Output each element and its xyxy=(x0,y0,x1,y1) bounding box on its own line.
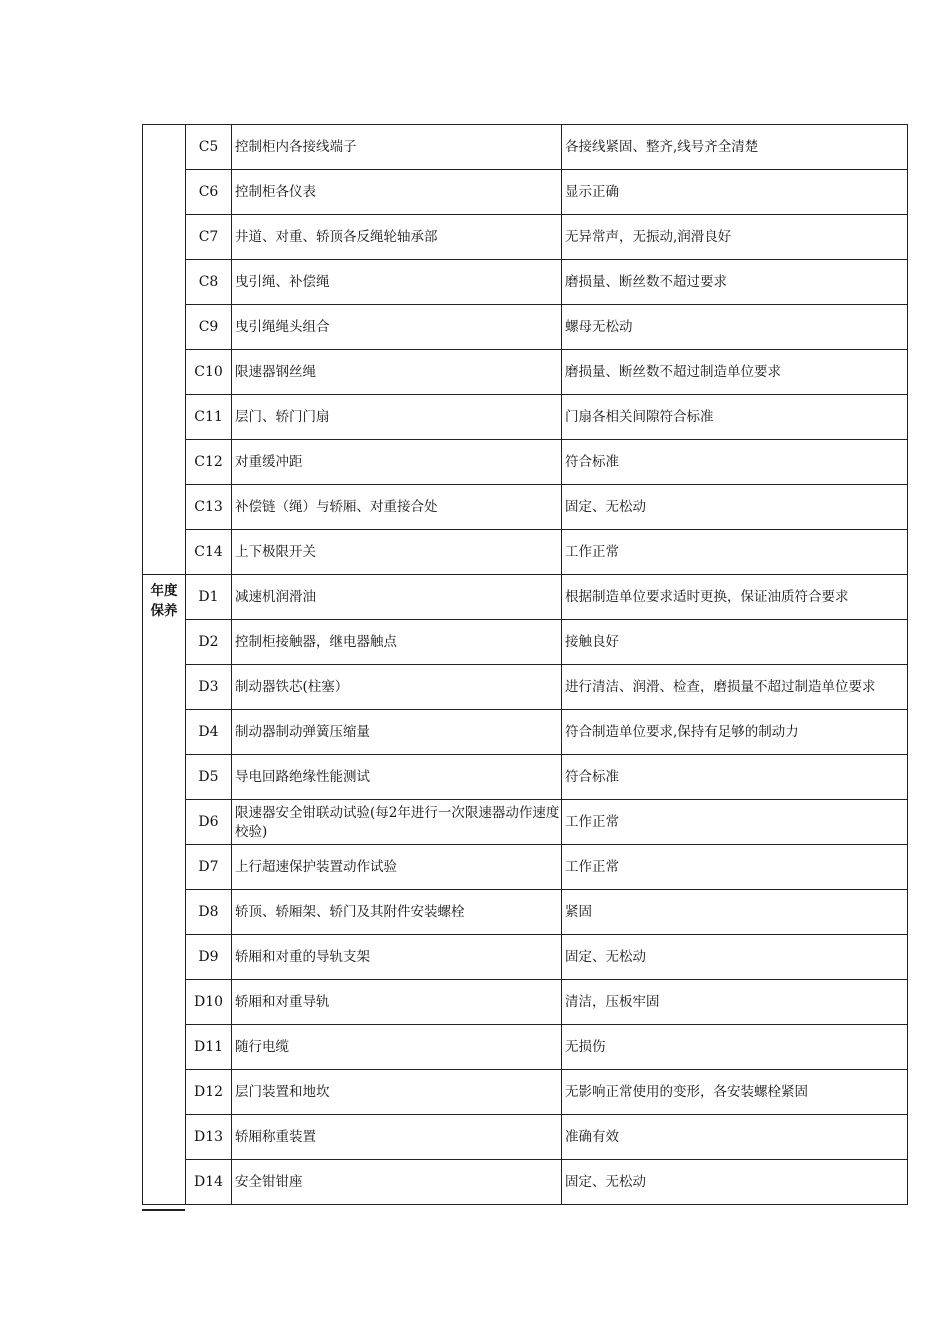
item-code: D12 xyxy=(186,1070,232,1115)
item-requirement: 无影响正常使用的变形，各安装螺栓紧固 xyxy=(562,1070,908,1115)
table-row xyxy=(143,350,908,395)
item-requirement: 紧固 xyxy=(562,890,908,935)
item-requirement: 固定、无松动 xyxy=(562,485,908,530)
table-row xyxy=(143,665,908,710)
item-name: 层门、轿门门扇 xyxy=(232,395,562,440)
item-requirement: 符合标准 xyxy=(562,440,908,485)
item-name: 随行电缆 xyxy=(232,1025,562,1070)
item-requirement: 符合标准 xyxy=(562,755,908,800)
item-requirement: 工作正常 xyxy=(562,800,908,845)
item-name: 控制柜内各接线端子 xyxy=(232,125,562,170)
item-requirement: 工作正常 xyxy=(562,530,908,575)
item-name: 制动器制动弹簧压缩量 xyxy=(232,710,562,755)
table-row xyxy=(143,260,908,305)
item-code: C14 xyxy=(186,530,232,575)
table-row xyxy=(143,1025,908,1070)
table-row xyxy=(143,1115,908,1160)
category-cell xyxy=(143,125,186,575)
item-requirement: 磨损量、断丝数不超过要求 xyxy=(562,260,908,305)
table-row xyxy=(143,440,908,485)
table-row xyxy=(143,170,908,215)
table-row xyxy=(143,800,908,845)
table-row xyxy=(143,125,908,170)
item-name: 层门装置和地坎 xyxy=(232,1070,562,1115)
item-name: 井道、对重、轿顶各反绳轮轴承部 xyxy=(232,215,562,260)
table-row xyxy=(143,935,908,980)
item-name: 安全钳钳座 xyxy=(232,1160,562,1205)
item-requirement: 固定、无松动 xyxy=(562,935,908,980)
item-requirement: 清洁，压板牢固 xyxy=(562,980,908,1025)
item-code: C13 xyxy=(186,485,232,530)
item-code: C7 xyxy=(186,215,232,260)
table-row xyxy=(143,845,908,890)
table-row xyxy=(143,305,908,350)
item-requirement: 磨损量、断丝数不超过制造单位要求 xyxy=(562,350,908,395)
item-code: C6 xyxy=(186,170,232,215)
item-name: 制动器铁芯(柱塞） xyxy=(232,665,562,710)
category-cell xyxy=(143,575,186,1205)
table-row xyxy=(143,1160,908,1205)
item-requirement: 无异常声，无振动,润滑良好 xyxy=(562,215,908,260)
item-requirement: 螺母无松动 xyxy=(562,305,908,350)
maintenance-table xyxy=(142,124,908,1205)
item-code: D1 xyxy=(186,575,232,620)
item-name: 对重缓冲距 xyxy=(232,440,562,485)
item-name: 曳引绳、补偿绳 xyxy=(232,260,562,305)
item-requirement: 进行清洁、润滑、检查，磨损量不超过制造单位要求 xyxy=(562,665,908,710)
item-name: 轿顶、轿厢架、轿门及其附件安装螺栓 xyxy=(232,890,562,935)
item-name: 限速器钢丝绳 xyxy=(232,350,562,395)
item-name: 控制柜接触器，继电器触点 xyxy=(232,620,562,665)
item-code: C11 xyxy=(186,395,232,440)
item-name: 控制柜各仪表 xyxy=(232,170,562,215)
item-requirement: 门扇各相关间隙符合标准 xyxy=(562,395,908,440)
table-row xyxy=(143,710,908,755)
category-column-bottom-rule xyxy=(142,1209,185,1211)
table-row xyxy=(143,1070,908,1115)
item-name: 限速器安全钳联动试验(每2年进行一次限速器动作速度校验) xyxy=(232,800,562,845)
table-row xyxy=(143,755,908,800)
table-row xyxy=(143,485,908,530)
item-code: C12 xyxy=(186,440,232,485)
item-code: D8 xyxy=(186,890,232,935)
item-requirement: 准确有效 xyxy=(562,1115,908,1160)
item-code: C9 xyxy=(186,305,232,350)
item-name: 减速机润滑油 xyxy=(232,575,562,620)
item-code: D6 xyxy=(186,800,232,845)
table-row xyxy=(143,530,908,575)
item-code: D7 xyxy=(186,845,232,890)
item-code: D10 xyxy=(186,980,232,1025)
maintenance-table-body xyxy=(143,125,908,1205)
item-code: D11 xyxy=(186,1025,232,1070)
table-row xyxy=(143,980,908,1025)
table-row xyxy=(143,215,908,260)
item-code: D4 xyxy=(186,710,232,755)
item-requirement: 固定、无松动 xyxy=(562,1160,908,1205)
item-requirement: 接触良好 xyxy=(562,620,908,665)
item-code: D5 xyxy=(186,755,232,800)
table-row xyxy=(143,890,908,935)
item-name: 导电回路绝缘性能测试 xyxy=(232,755,562,800)
item-name: 上行超速保护装置动作试验 xyxy=(232,845,562,890)
item-name: 轿厢称重装置 xyxy=(232,1115,562,1160)
item-requirement: 工作正常 xyxy=(562,845,908,890)
item-requirement: 符合制造单位要求,保持有足够的制动力 xyxy=(562,710,908,755)
item-requirement: 显示正确 xyxy=(562,170,908,215)
item-code: D14 xyxy=(186,1160,232,1205)
item-name: 补偿链（绳）与轿厢、对重接合处 xyxy=(232,485,562,530)
item-requirement: 各接线紧固、整齐,线号齐全清楚 xyxy=(562,125,908,170)
table-row xyxy=(143,620,908,665)
item-code: C10 xyxy=(186,350,232,395)
item-code: D3 xyxy=(186,665,232,710)
maintenance-table-container xyxy=(142,124,907,1205)
table-row xyxy=(143,395,908,440)
item-requirement: 无损伤 xyxy=(562,1025,908,1070)
table-row xyxy=(143,575,908,620)
item-name: 曳引绳绳头组合 xyxy=(232,305,562,350)
item-name: 轿厢和对重的导轨支架 xyxy=(232,935,562,980)
item-code: D2 xyxy=(186,620,232,665)
item-requirement: 根据制造单位要求适时更换，保证油质符合要求 xyxy=(562,575,908,620)
item-code: D9 xyxy=(186,935,232,980)
item-name: 轿厢和对重导轨 xyxy=(232,980,562,1025)
item-code: C8 xyxy=(186,260,232,305)
item-name: 上下极限开关 xyxy=(232,530,562,575)
item-code: C5 xyxy=(186,125,232,170)
item-code: D13 xyxy=(186,1115,232,1160)
category-label: 年度保养 xyxy=(150,583,178,619)
